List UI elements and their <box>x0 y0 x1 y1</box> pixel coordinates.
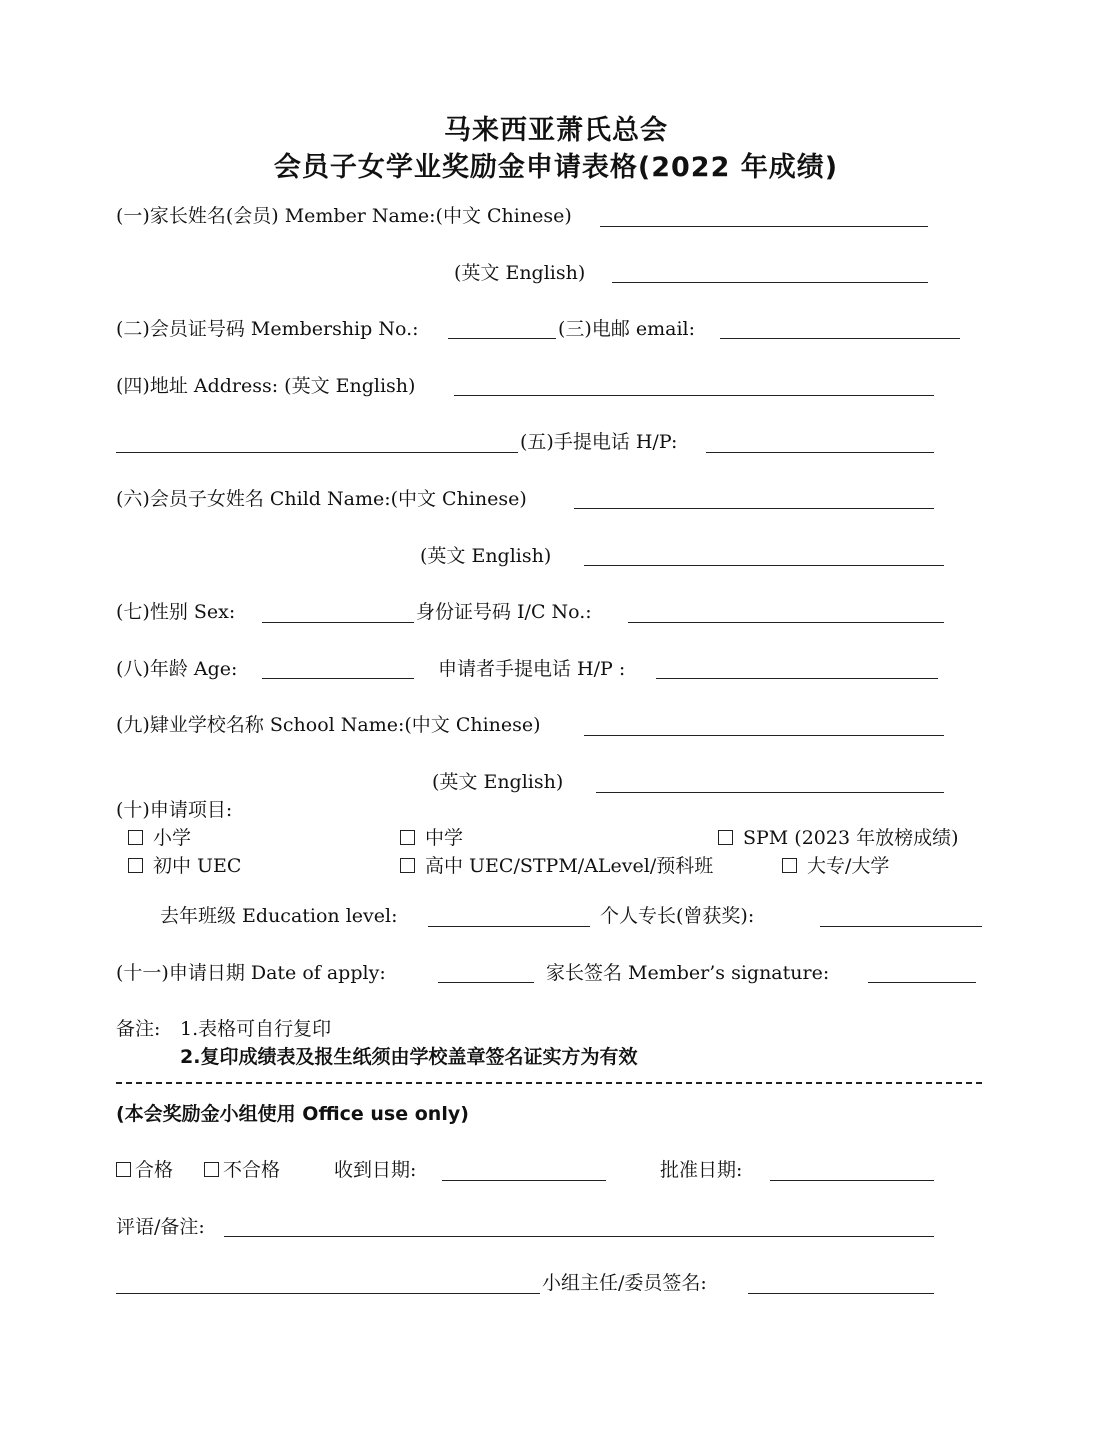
school-name-chinese-field[interactable] <box>584 735 944 736</box>
email-field[interactable] <box>720 338 960 339</box>
member-name-chinese-field[interactable] <box>600 226 928 227</box>
school-name-english-field[interactable] <box>596 792 944 793</box>
received-date-field[interactable] <box>442 1180 606 1181</box>
child-name-chinese-field[interactable] <box>574 508 934 509</box>
form-title: 会员子女学业奖励金申请表格(2022 年成绩) <box>273 152 839 183</box>
checkbox[interactable] <box>128 858 143 873</box>
received-date-label: 收到日期: <box>334 1159 417 1181</box>
sex-field[interactable] <box>262 622 414 623</box>
application-category-label: (十)申请项目: <box>116 799 233 821</box>
membership-no-field[interactable] <box>448 338 556 339</box>
approved-date-label: 批准日期: <box>660 1159 743 1181</box>
member-name-english-label: (英文 English) <box>454 262 586 284</box>
sex-label: (七)性别 Sex: <box>116 601 236 623</box>
school-name-chinese-label: (九)肄业学校名称 School Name:(中文 Chinese) <box>116 714 541 736</box>
committee-signature-label: 小组主任/委员签名: <box>542 1272 707 1294</box>
ic-no-field[interactable] <box>628 622 944 623</box>
remarks-label: 评语/备注: <box>116 1216 205 1238</box>
note-item-2: 2.复印成绩表及报生纸须由学校盖章签名证实方为有效 <box>180 1046 638 1068</box>
age-field[interactable] <box>262 678 414 679</box>
checkbox[interactable] <box>782 858 797 873</box>
child-name-chinese-label: (六)会员子女姓名 Child Name:(中文 Chinese) <box>116 488 527 510</box>
notes-label: 备注: <box>116 1018 161 1040</box>
school-name-english-label: (英文 English) <box>432 771 564 793</box>
fail-option[interactable]: 不合格 <box>204 1158 280 1182</box>
checkbox[interactable] <box>116 1162 131 1177</box>
remarks-field-line2[interactable] <box>116 1293 540 1294</box>
applicant-hp-label: 申请者手提电话 H/P : <box>438 658 626 680</box>
member-name-english-field[interactable] <box>612 282 928 283</box>
option-spm[interactable]: SPM (2023 年放榜成绩) <box>718 826 959 850</box>
talent-field[interactable] <box>820 926 982 927</box>
committee-signature-field[interactable] <box>748 1293 934 1294</box>
association-title: 马来西亚萧氏总会 <box>444 115 668 146</box>
pass-option[interactable]: 合格 <box>116 1158 173 1182</box>
office-use-title: (本会奖励金小组使用 Office use only) <box>116 1103 469 1125</box>
applicant-hp-field[interactable] <box>656 678 938 679</box>
date-of-apply-field[interactable] <box>438 982 534 983</box>
ic-no-label: 身份证号码 I/C No.: <box>416 601 592 623</box>
hp-field[interactable] <box>706 452 934 453</box>
membership-no-label: (二)会员证号码 Membership No.: <box>116 318 419 340</box>
cut-line-divider <box>116 1082 982 1084</box>
checkbox[interactable] <box>128 830 143 845</box>
checkbox[interactable] <box>718 830 733 845</box>
age-label: (八)年龄 Age: <box>116 658 238 680</box>
date-of-apply-label: (十一)申请日期 Date of apply: <box>116 962 386 984</box>
checkbox[interactable] <box>204 1162 219 1177</box>
address-label: (四)地址 Address: (英文 English) <box>116 375 416 397</box>
checkbox[interactable] <box>400 830 415 845</box>
address-field-line1[interactable] <box>454 395 934 396</box>
option-primary[interactable]: 小学 <box>128 826 191 850</box>
approved-date-field[interactable] <box>770 1180 934 1181</box>
address-field-line2[interactable] <box>116 452 518 453</box>
checkbox[interactable] <box>400 858 415 873</box>
child-name-english-label: (英文 English) <box>420 545 552 567</box>
talent-label: 个人专长(曾获奖): <box>600 905 755 927</box>
option-senior-uec-stpm[interactable]: 高中 UEC/STPM/ALevel/预科班 <box>400 854 713 878</box>
note-item-1: 1.表格可自行复印 <box>180 1018 332 1040</box>
option-secondary[interactable]: 中学 <box>400 826 463 850</box>
member-signature-label: 家长签名 Member’s signature: <box>546 962 830 984</box>
member-name-chinese-label: (一)家长姓名(会员) Member Name:(中文 Chinese) <box>116 205 572 227</box>
option-junior-uec[interactable]: 初中 UEC <box>128 854 241 878</box>
option-college-university[interactable]: 大专/大学 <box>782 854 889 878</box>
education-level-field[interactable] <box>428 926 590 927</box>
remarks-field[interactable] <box>224 1236 934 1237</box>
child-name-english-field[interactable] <box>584 565 944 566</box>
education-level-label: 去年班级 Education level: <box>160 905 398 927</box>
member-signature-field[interactable] <box>868 982 976 983</box>
email-label: (三)电邮 email: <box>558 318 696 340</box>
hp-label: (五)手提电话 H/P: <box>520 431 678 453</box>
